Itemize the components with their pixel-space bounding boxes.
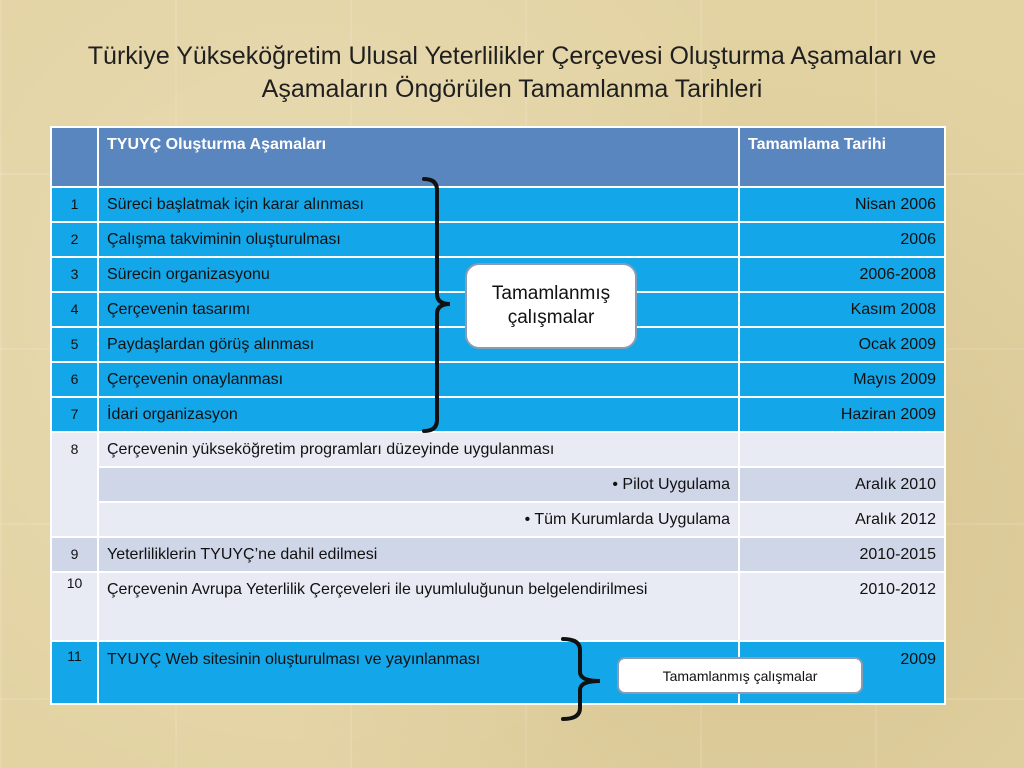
row-substage: • Pilot Uygulama: [98, 467, 739, 502]
row-date: 2006-2008: [739, 257, 945, 292]
row-date: 2009: [739, 641, 945, 704]
table-row: [51, 432, 945, 467]
row-stage: Çerçevenin onaylanması: [98, 362, 739, 397]
row-stage: Paydaşlardan görüş alınması: [98, 327, 739, 362]
brace-completed-main: [420, 176, 460, 436]
row-number: 4: [51, 292, 98, 327]
row-stage: TYUYÇ Web sitesinin oluşturulması ve yayınlanması: [98, 641, 739, 704]
row-number: 8: [51, 432, 98, 537]
table-row: [51, 397, 945, 432]
row-date: Aralık 2012: [739, 502, 945, 537]
row-number: 10: [51, 572, 98, 641]
callout-completed-last: Tamamlanmış çalışmalar: [617, 657, 863, 694]
row-stage: Yeterliliklerin TYUYÇ’ne dahil edilmesi: [98, 537, 739, 572]
row-stage: Süreci başlatmak için karar alınması: [98, 187, 739, 222]
table-row: [51, 187, 945, 222]
brace-completed-last: [560, 636, 610, 722]
row-number: 9: [51, 537, 98, 572]
row-date: 2010-2012: [739, 572, 945, 641]
row-number: 6: [51, 362, 98, 397]
row-stage: Çerçevenin tasarımı: [98, 292, 739, 327]
stages-table: [50, 126, 946, 705]
row-number: 2: [51, 222, 98, 257]
table-row: [51, 572, 945, 641]
row-date: Kasım 2008: [739, 292, 945, 327]
row-substage: • Tüm Kurumlarda Uygulama: [98, 502, 739, 537]
row-stage: Çalışma takviminin oluşturulması: [98, 222, 739, 257]
header-number: [51, 127, 98, 187]
row-date: Mayıs 2009: [739, 362, 945, 397]
table-row: [51, 502, 945, 537]
row-number: 3: [51, 257, 98, 292]
row-number: 5: [51, 327, 98, 362]
table-row: [51, 362, 945, 397]
row-number: 7: [51, 397, 98, 432]
row-number: 11: [51, 641, 98, 704]
header-date: Tamamlama Tarihi: [739, 127, 945, 187]
row-date: 2010-2015: [739, 537, 945, 572]
row-stage: Sürecin organizasyonu: [98, 257, 739, 292]
table-header-row: [51, 127, 945, 187]
table-row: [51, 537, 945, 572]
row-date: Aralık 2010: [739, 467, 945, 502]
header-stage: TYUYÇ Oluşturma Aşamaları: [98, 127, 739, 187]
table-row: [51, 467, 945, 502]
slide-title: Türkiye Yükseköğretim Ulusal Yeterlilikler Çerçevesi Oluşturma Aşamaları ve Aşamaların Öngörülen Tamamlanma Tarihleri: [87, 42, 937, 103]
row-stage: İdari organizasyon: [98, 397, 739, 432]
row-number: 1: [51, 187, 98, 222]
row-date: 2006: [739, 222, 945, 257]
row-stage: Çerçevenin yükseköğretim programları düzeyinde uygulanması: [98, 432, 739, 467]
row-date: Haziran 2009: [739, 397, 945, 432]
row-stage: Çerçevenin Avrupa Yeterlilik Çerçeveleri ile uyumluluğunun belgelendirilmesi: [98, 572, 739, 641]
table-row: [51, 222, 945, 257]
row-date: Ocak 2009: [739, 327, 945, 362]
row-date: Nisan 2006: [739, 187, 945, 222]
callout-completed-main: Tamamlanmış çalışmalar: [465, 263, 637, 349]
row-date: [739, 432, 945, 467]
